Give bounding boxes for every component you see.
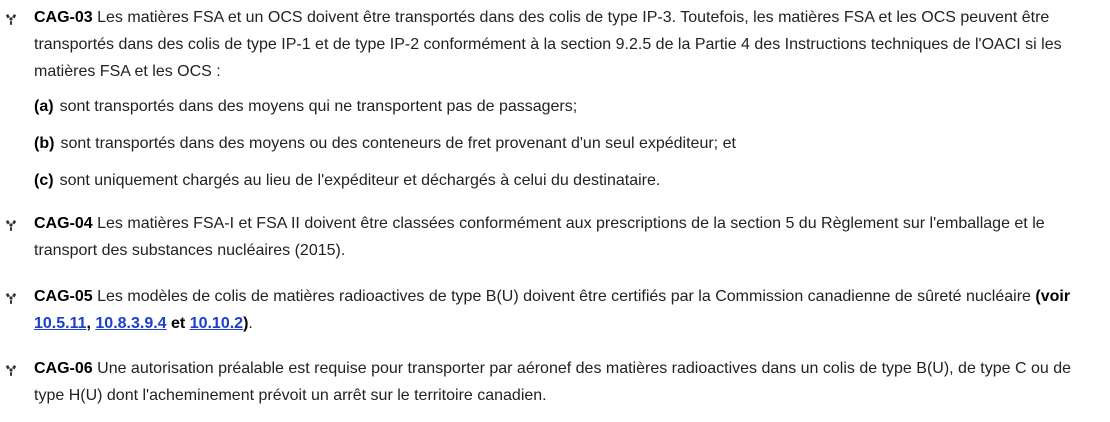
reference-open: (voir	[1035, 288, 1071, 305]
provision-cag-04	[0, 210, 1100, 264]
radiation-trefoil-icon	[3, 362, 19, 378]
provision-code: CAG-03	[34, 9, 93, 26]
radiation-trefoil-icon	[3, 11, 19, 27]
reference-separator: et	[166, 315, 190, 332]
list-item-c	[34, 167, 1094, 194]
list-item-text: sont transportés dans des moyens qui ne transportent pas de passagers;	[59, 98, 578, 115]
list-item-label: (c)	[34, 172, 54, 189]
provision-cag-05	[0, 283, 1100, 337]
reference-close: )	[243, 315, 249, 332]
provision-cag-06	[0, 355, 1100, 409]
radiation-trefoil-icon	[3, 217, 19, 233]
provision-text: Les matières FSA et un OCS doivent être transportés dans des colis de type IP-3. Toutefois, les matières FSA et les OCS peuvent être transportés dans des colis de type IP-1 et de type IP-2 conformément à la section 9.2.5 de la Partie 4 des Instructions techniques de l'OACI si les matières FSA et les OCS :	[34, 9, 1062, 80]
provision-end: .	[248, 315, 253, 332]
provision-text: Une autorisation préalable est requise pour transporter par aéronef des matières radioactives dans un colis de type B(U), de type C ou de type H(U) dont l'acheminement prévoit un arrêt sur le territoire canadien.	[34, 360, 1072, 404]
provision-text: Les matières FSA-I et FSA II doivent être classées conformément aux prescriptions de la section 5 du Règlement sur l'emballage et le transport des substances nucléaires (2015).	[34, 215, 1045, 259]
list-item-text: sont uniquement chargés au lieu de l'expéditeur et déchargés à celui du destinataire.	[59, 172, 661, 189]
provision-text: Les modèles de colis de matières radioactives de type B(U) doivent être certifiés par la Commission canadienne de sûreté nucléaire	[92, 288, 1036, 305]
reference-link-10-5-11[interactable]: 10.5.11	[34, 315, 87, 332]
list-item-label: (a)	[34, 98, 54, 115]
provision-code: CAG-05	[34, 288, 93, 305]
reference-link-10-8-3-9-4[interactable]: 10.8.3.9.4	[95, 315, 167, 332]
provision-code: CAG-06	[34, 360, 93, 377]
provision-code: CAG-04	[34, 215, 93, 232]
list-item-a	[34, 93, 1094, 120]
provision-cag-03	[0, 4, 1100, 85]
list-item-text: sont transportés dans des moyens ou des conteneurs de fret provenant d'un seul expéditeur; et	[60, 135, 736, 152]
reference-link-10-10-2[interactable]: 10.10.2	[189, 315, 244, 332]
list-item-label: (b)	[34, 135, 55, 152]
reference-separator: ,	[86, 315, 96, 332]
radiation-trefoil-icon	[3, 290, 19, 306]
list-item-b	[34, 130, 1094, 157]
